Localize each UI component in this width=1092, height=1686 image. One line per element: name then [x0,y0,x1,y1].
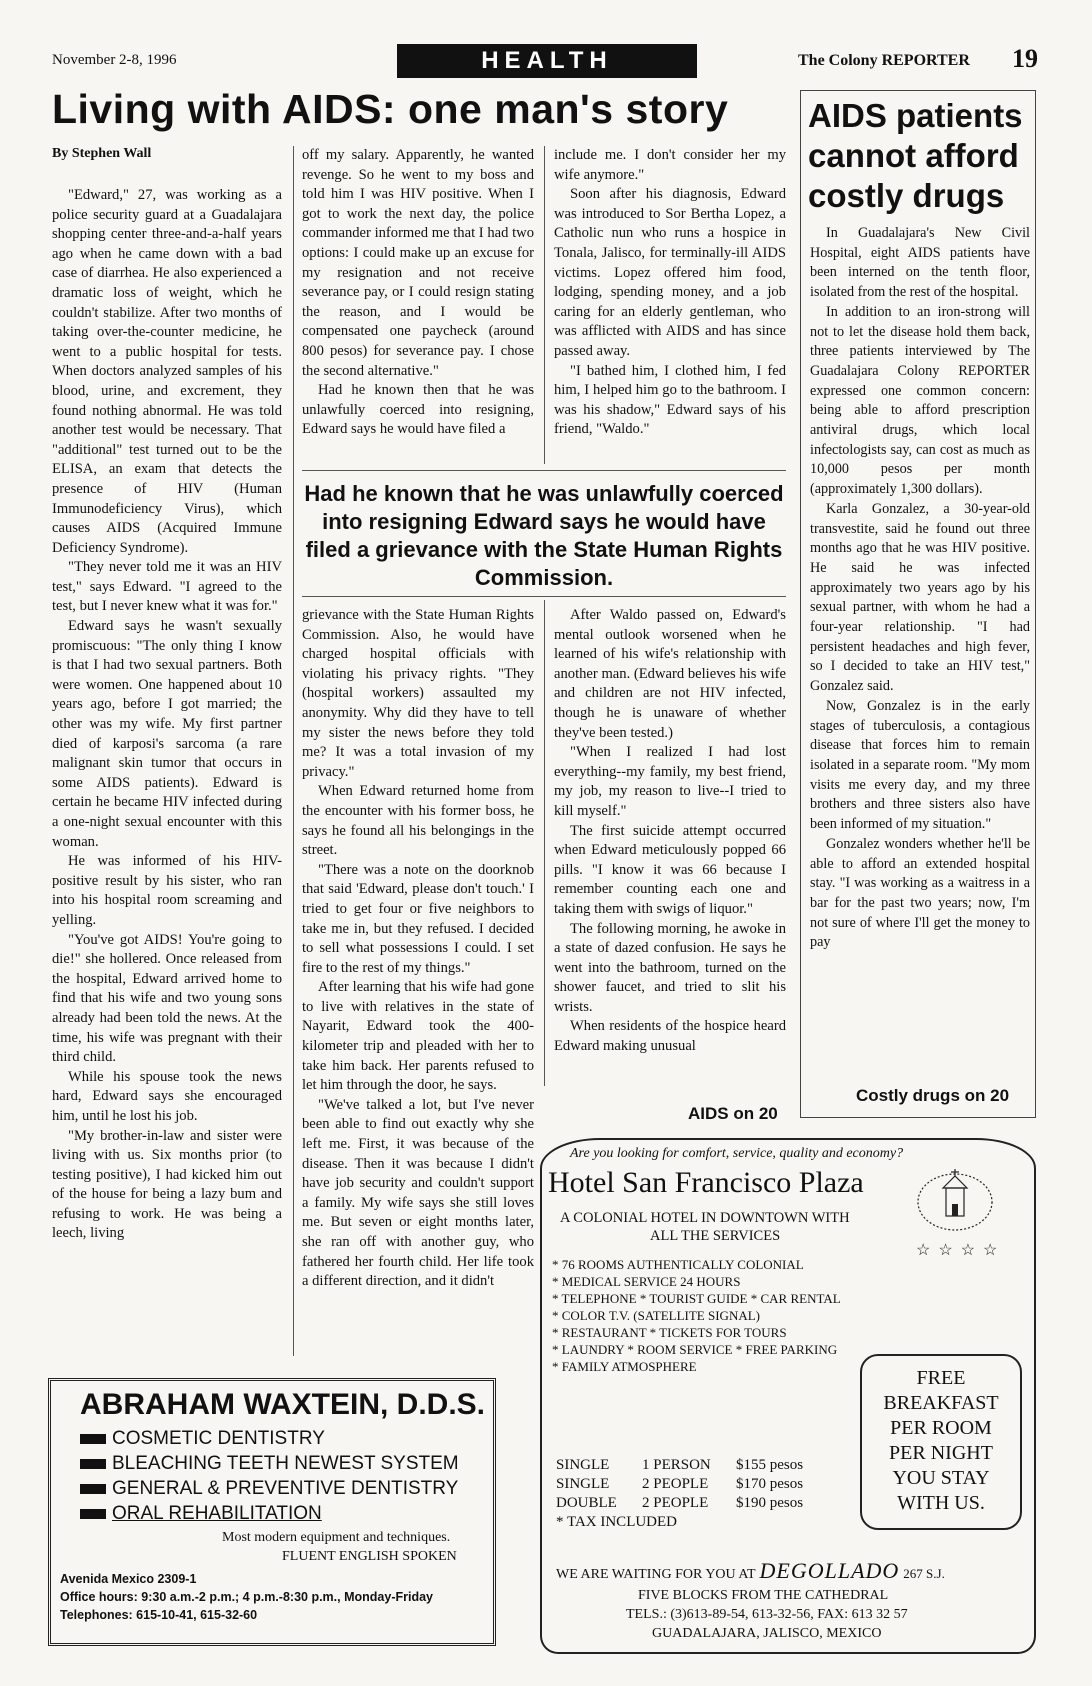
tax-note: * TAX INCLUDED [556,1514,678,1530]
article-column-3-top [554,146,786,440]
paragraph: "I bathed him, I clothed him, I fed him, I helped him go to the bathroom. I was his shadow," Edward says of his friend, "Waldo." [554,362,786,438]
byline: By Stephen Wall [52,146,152,161]
rating-stars-icon: ☆ ☆ ☆ ☆ [916,1242,1000,1259]
section-banner: HEALTH [397,44,697,78]
hotel-waiting-line: WE ARE WAITING FOR YOU AT DEGOLLADO 267 S.J. [556,1558,945,1583]
rate-row: DOUBLE 2 PEOPLE $190 pesos [556,1495,804,1511]
hotel-feature: * FAMILY ATMOSPHERE [552,1359,697,1374]
sidebar-jump-link[interactable]: Costly drugs on 20 [856,1086,1010,1105]
dentist-note: Most modern equipment and techniques. [222,1530,451,1545]
headline: Living with AIDS: one man's story [52,86,729,132]
hotel-feature: * COLOR T.V. (SATELLITE SIGNAL) [552,1308,760,1323]
paragraph: In addition to an iron-strong will not to let the disease hold them back, three patients interviewed by The Guadalajara Colony REPORTER expressed one common concern: being able to afford prescription antiviral drugs, which local infectologists say, can cost as much as 10,000 pesos per month (approximately 1,300 dollars). [810,303,1030,498]
paragraph: The first suicide attempt occurred when Edward meticulously popped 66 pills. "I know it was 66 because I remember counting each one and taking them with swigs of liquor." [554,822,786,917]
bullet-icon [80,1459,106,1469]
rate-row: SINGLE 1 PERSON $155 pesos [556,1457,804,1473]
dentist-service: BLEACHING TEETH NEWEST SYSTEM [80,1453,459,1475]
bullet-icon [80,1509,106,1519]
paragraph: grievance with the State Human Rights Commission. Also, he would have charged hospital officials with violating his privacy rights. "They (hospital workers) assaulted my anonymity. Why did they have to tell my sister the news before they told me? It was a total invasion of my privacy." [302,607,534,780]
paragraph: "Edward," 27, was working as a police security guard at a Guadalajara shopping center three-and-a-half years ago when he came down with a bad case of diarrhea. He also experienced a dramatic loss of weight, which he couldn't stabilize. After two months of taking over-the-counter medicine, he went to a public hospital for tests. When doctors analyzed samples of his blood, urine, and excrement, they found nothing abnormal. He was told another test would be necessary. That "additional" test turned out to be the ELISA, an exam that detects the presence of HIV (Human Immunodeficiency Virus), which causes AIDS (Acquired Immune Deficiency Syndrome). [52,187,282,556]
pullquote-rule [302,470,786,471]
free-breakfast-box: FREE BREAKFAST PER ROOM PER NIGHT YOU STAY WITH US. [860,1354,1022,1530]
article-column-2-bottom [302,606,534,1292]
paragraph: off my salary. Apparently, he wanted revenge. So he went to my boss and told him I was HIV positive. When I got to work the next day, the police commander informed me that I had two options: I could make up an excuse for my resignation and not receive severance pay, or I could resign stating the reason, and I would be compensated one paycheck (around 800 pesos) for severance pay. I chose the second alternative." [302,147,534,379]
paragraph: Soon after his diagnosis, Edward was introduced to Sor Bertha Lopez, a Catholic nun who runs a hospice in Tonala, Jalisco, for terminally-ill AIDS victims. Lopez offered him food, lodging, spending money, and a job caring for an elderly gentleman, who was afflicted with AIDS and has since passed away. [554,186,786,359]
pull-quote: Had he known that he was unlawfully coerced into resigning Edward says he would have filed a grievance with the State Human Rights Commission. [304,481,784,590]
bullet-icon [80,1434,106,1444]
paragraph: "They never told me it was an HIV test," says Edward. "I agreed to the test, but I never knew what it was for." [52,559,282,615]
paragraph: In Guadalajara's New Civil Hospital, eight AIDS patients have been interned on the tenth floor, isolated from the rest of the hospital. [810,225,1030,301]
hotel-question: Are you looking for comfort, service, quality and economy? [570,1146,904,1161]
hotel-tagline: A COLONIAL HOTEL IN DOWNTOWN WITH [560,1210,850,1226]
paragraph: include me. I don't consider her my wife anymore." [554,147,786,183]
hotel-feature: * LAUNDRY * ROOM SERVICE * FREE PARKING [552,1342,838,1357]
column-rule [293,146,294,1356]
issue-date: November 2-8, 1996 [52,52,177,68]
paragraph: Karla Gonzalez, a 30-year-old transvestite, said he found out three months ago that he was HIV positive. He said he was infected approximately two years ago by his sexual partner, with whom he had a four-year relationship. "I had persistent headaches and high fever, so I decided to take an HIV test," Gonzalez said. [810,500,1030,695]
hotel-rates [556,1456,803,1532]
article-column-3-bottom [554,606,786,1057]
dentist-name: ABRAHAM WAXTEIN, D.D.S. [80,1388,485,1421]
paragraph: "When I realized I had lost everything--my family, my best friend, my job, my reason to live--I tried to kill myself." [554,744,786,819]
dentist-hours: Office hours: 9:30 a.m.-2 p.m.; 4 p.m.-8:30 p.m., Monday-Friday [60,1590,433,1604]
dentist-service: GENERAL & PREVENTIVE DENTISTRY [80,1478,458,1500]
bullet-icon [80,1484,106,1494]
paragraph: "You've got AIDS! You're going to die!" she hollered. Once released from the hospital, Edward arrived home to find that his wife and two young sons already had been told the news. At the time, his wife was pregnant with their third child. [52,931,282,1066]
dentist-service: COSMETIC DENTISTRY [80,1428,325,1450]
paragraph: "We've talked a lot, but I've never been able to find out exactly why she left me. First, it was because of the disease. Then it was because I didn't have job security and couldn't support a family. My wife says she still loves me. But seven or eight months later, she ran off with another guy, who fathered her fourth child. Her life took a different direction, and it didn't [302,1096,534,1290]
article-column-1 [52,186,282,1244]
paragraph: After learning that his wife had gone to live with relatives in the state of Nayarit, Edward took the 400-kilometer trip and pleaded with her to take him back. Her parents refused to let him through the door, he says. [302,979,534,1094]
hotel-tagline: ALL THE SERVICES [650,1228,781,1244]
dentist-phones: Telephones: 615-10-41, 615-32-60 [60,1608,258,1622]
hotel-features [552,1256,841,1375]
paragraph: He was informed of his HIV-positive result by his sister, who ran into his hospital room screaming and yelling. [52,853,282,928]
paragraph: The following morning, he awoke in a state of dazed confusion. He says he went into the bathroom, turned on the shower faucet, and tried to slit his wrists. [554,920,786,1015]
hotel-feature: * TELEPHONE * TOURIST GUIDE * CAR RENTAL [552,1291,841,1306]
page-number: 19 [1012,44,1038,73]
paragraph: Had he known then that he was unlawfully coerced into resigning, Edward says he would have filed a [302,382,534,438]
column-rule [544,146,545,464]
hotel-feature: * 76 ROOMS AUTHENTICALLY COLONIAL [552,1257,804,1272]
paragraph: Gonzalez wonders whether he'll be able to afford an extended hospital stay. "I was working as a waitress in a bar for the past two years; now, I'm not sure of where I'll get the money to pay [810,835,1030,951]
hotel-location: FIVE BLOCKS FROM THE CATHEDRAL [638,1588,889,1603]
hotel-city: GUADALAJARA, JALISCO, MEXICO [652,1626,882,1641]
paragraph: "There was a note on the doorknob that said 'Edward, please don't touch.' I tried to get four or five neighbors to take me in, but they refused. I decided to sell what possessions I could. I set fire to the rest of my things." [302,861,534,976]
hotel-feature: * MEDICAL SERVICE 24 HOURS [552,1274,741,1289]
column-rule [544,600,545,1086]
pullquote-rule [302,596,786,597]
paragraph: When Edward returned home from the encounter with his former boss, he says he found all his belongings in the street. [302,783,534,859]
sidebar-body [810,224,1030,953]
paragraph: "My brother-in-law and sister were living with us. Six months prior (to testing positive), I had kicked him out of the house for being a lazy bum and refusing to work. He was being a leech, living [52,1127,282,1242]
hotel-name: Hotel San Francisco Plaza [548,1166,864,1199]
paragraph: After Waldo passed on, Edward's mental outlook worsened when he learned of his wife's relationship with another man. (Edward believes his wife and children are not HIV infected, though he is unaware of whether they've been tested.) [554,607,786,741]
paragraph: When residents of the hospice heard Edward making unusual [554,1018,786,1055]
hotel-phones: TELS.: (3)613-89-54, 613-32-56, FAX: 613 32 57 [626,1607,908,1622]
paragraph: Edward says he wasn't sexually promiscuous: "The only thing I know is that I had two sexual partners. Both were women. One happened about 10 years ago, before I got married; the other was my wife. My first partner died of karposi's sarcoma (a rare malignant skin tumor that occurs in some AIDS patients). Edward is certain he became HIV infected during a one-night sexual encounter with this woman. [52,618,282,850]
article-column-2-top [302,146,534,440]
rate-row: SINGLE 2 PEOPLE $170 pesos [556,1476,804,1492]
dentist-address: Avenida Mexico 2309-1 [60,1572,197,1586]
cathedral-logo-icon [916,1166,994,1232]
paragraph: While his spouse took the news hard, Edward says she encouraged him, until he lost his job. [52,1068,282,1124]
sidebar-title: AIDS patients cannot afford costly drugs [808,97,1023,214]
dentist-service: ORAL REHABILITATION [80,1503,322,1525]
article-jump-link[interactable]: AIDS on 20 [688,1104,778,1123]
dentist-note: FLUENT ENGLISH SPOKEN [282,1549,457,1564]
paragraph: Now, Gonzalez is in the early stages of tuberculosis, a contagious disease that forces him to remain isolated in a separate room. "My mom visits me every day, and my three brothers and three sisters also have been informed of my situation." [810,697,1030,833]
paper-name: The Colony REPORTER [798,52,970,69]
hotel-feature: * RESTAURANT * TICKETS FOR TOURS [552,1325,787,1340]
